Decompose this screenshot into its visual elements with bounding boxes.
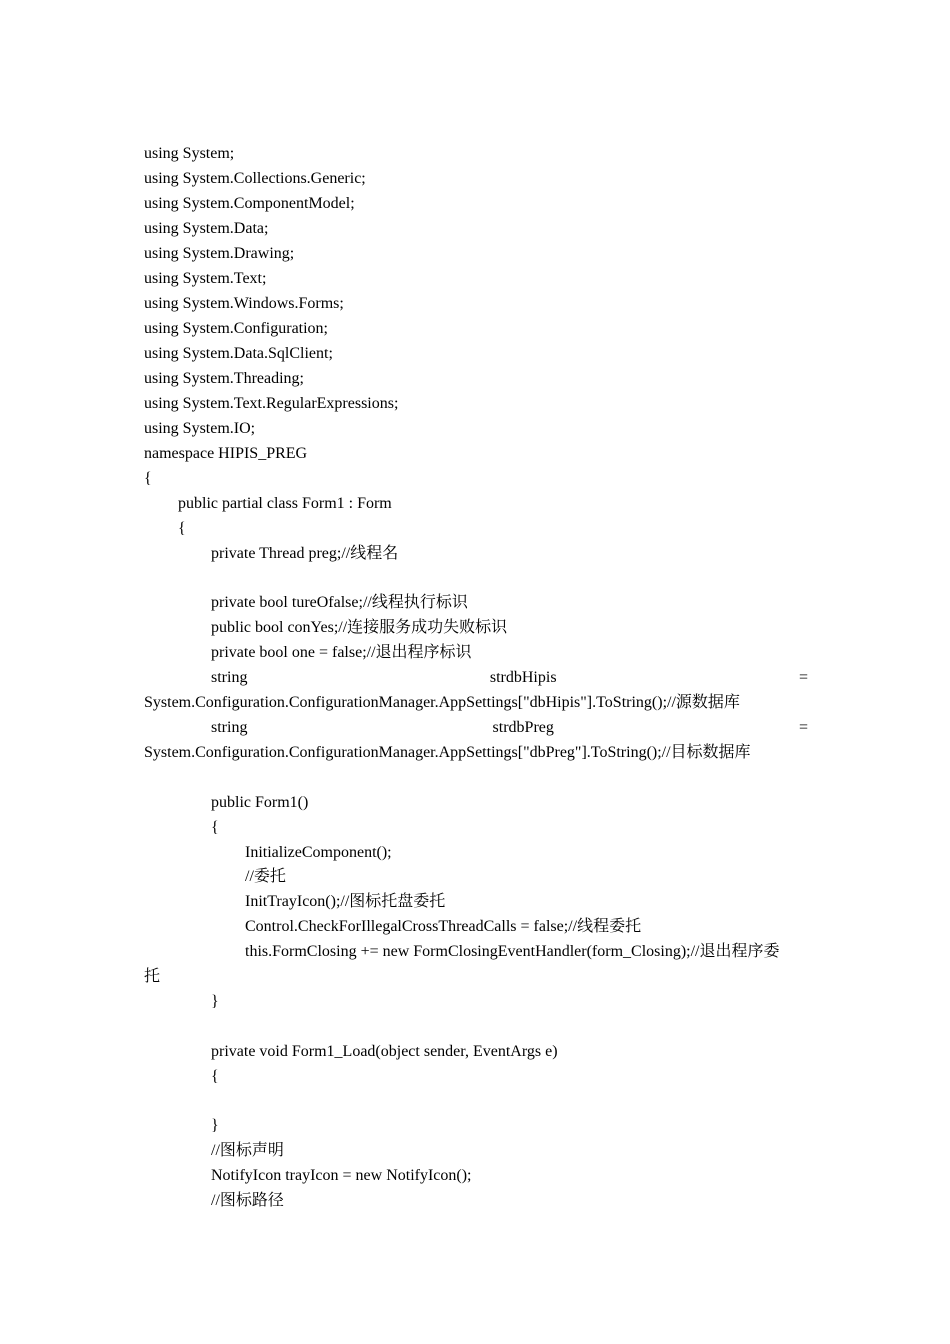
code-line: using System.Collections.Generic; (144, 170, 366, 187)
code-line: InitializeComponent(); (245, 844, 392, 861)
code-line: Control.CheckForIllegalCrossThreadCalls = false;//线程委托 (245, 918, 642, 935)
code-line: NotifyIcon trayIcon = new NotifyIcon(); (211, 1167, 472, 1184)
code-token: string (211, 669, 248, 686)
code-line: //图标声明 (211, 1142, 284, 1159)
code-line: private Thread preg;//线程名 (211, 545, 399, 562)
code-line: public bool conYes;//连接服务成功失败标识 (211, 619, 508, 636)
code-token: strdbHipis (489, 669, 557, 686)
code-line: using System.Data; (144, 220, 269, 237)
code-token: strdbPreg (492, 719, 554, 736)
code-line: using System.Text; (144, 270, 267, 287)
code-line: using System; (144, 145, 235, 162)
code-line: using System.Threading; (144, 370, 304, 387)
code-line: this.FormClosing += new FormClosingEventHandler(form_Closing);//退出程序委 (245, 943, 780, 960)
code-line: namespace HIPIS_PREG (144, 445, 308, 462)
code-line-justified (211, 665, 808, 690)
code-line: using System.ComponentModel; (144, 195, 355, 212)
code-line: public Form1() (211, 794, 309, 811)
code-line-justified (211, 715, 808, 740)
code-line: { (211, 819, 219, 836)
code-line: using System.Drawing; (144, 245, 295, 262)
code-line: InitTrayIcon();//图标托盘委托 (245, 893, 446, 910)
code-line: } (211, 1117, 219, 1134)
code-line: using System.Text.RegularExpressions; (144, 395, 399, 412)
code-line: private bool one = false;//退出程序标识 (211, 644, 472, 661)
code-line: { (211, 1068, 219, 1085)
code-token: = (798, 669, 808, 686)
code-line: using System.IO; (144, 420, 256, 437)
code-line: { (178, 520, 186, 537)
code-line: System.Configuration.ConfigurationManager.AppSettings["dbPreg"].ToString();//目标数据库 (144, 744, 751, 761)
code-line: { (144, 470, 152, 487)
code-token: string (211, 719, 248, 736)
code-line: private bool tureOfalse;//线程执行标识 (211, 594, 468, 611)
code-line: System.Configuration.ConfigurationManager.AppSettings["dbHipis"].ToString();//源数据库 (144, 694, 740, 711)
code-line: private void Form1_Load(object sender, EventArgs e) (211, 1043, 558, 1060)
code-token: = (798, 719, 808, 736)
code-line: //委托 (245, 868, 286, 885)
code-line: using System.Windows.Forms; (144, 295, 344, 312)
code-line: } (211, 993, 219, 1010)
code-line: using System.Data.SqlClient; (144, 345, 333, 362)
code-line: //图标路径 (211, 1192, 284, 1209)
code-line: using System.Configuration; (144, 320, 328, 337)
code-line: public partial class Form1 : Form (178, 495, 392, 512)
code-line: 托 (144, 968, 161, 985)
